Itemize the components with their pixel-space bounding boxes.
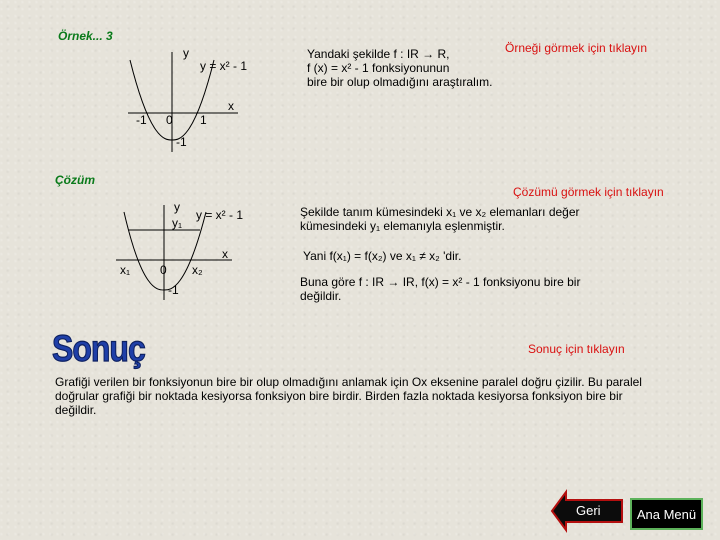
result-text: Grafiği verilen bir fonksiyonun bire bir olup olmadığını anlamak için Ox eksenine paralel doğru çizilir. Bu paralel doğrular grafiği bir noktada kesiyorsa fonksiyon bire birdir. Birden fazla noktada kesiyorsa fonksiyon bire bir değildir. <box>55 375 642 417</box>
solution-line-4: Buna göre f : IR → IR, f(x) = x² - 1 fonksiyonu bire bir <box>300 275 581 289</box>
graph2-x2-label: x₂ <box>192 263 203 277</box>
solution-line-5: değildir. <box>300 289 342 303</box>
solution-click-hint[interactable]: Çözümü görmek için tıklayın <box>513 185 664 199</box>
solution-line-2: kümesindeki y₁ elemanıyla eşlenmiştir. <box>300 219 505 233</box>
solution-yani: Yani f(x₁) = f(x₂) ve x₁ ≠ x₂ 'dir. <box>303 249 462 263</box>
graph1-origin: 0 <box>166 113 173 127</box>
solution-title: Çözüm <box>55 173 95 187</box>
graph2-origin: 0 <box>160 263 167 277</box>
problem-line-1: Yandaki şekilde f : IR → R, <box>307 47 450 61</box>
graph2-y1-label: y₁ <box>172 216 183 230</box>
example-title: Örnek... 3 <box>58 29 113 43</box>
graph2-x1-label: x₁ <box>120 263 131 277</box>
sonuc-logo <box>52 329 146 370</box>
problem-line-2: f (x) = x² - 1 fonksiyonunun <box>307 61 450 75</box>
graph1-tick-neg1: -1 <box>136 113 147 127</box>
graph2-y-label: y <box>174 200 180 214</box>
solution-text <box>300 205 580 233</box>
graph2-x-label: x <box>222 247 228 261</box>
solution-line-1: Şekilde tanım kümesindeki x₁ ve x₂ elemanları değer <box>300 205 580 219</box>
graph2-parabola <box>124 212 206 290</box>
graph1-equation: y = x² - 1 <box>200 59 248 73</box>
problem-line-3: bire bir olup olmadığını araştıralım. <box>307 75 493 89</box>
graph2-y-tick-neg1: -1 <box>168 283 179 297</box>
main-menu-button[interactable]: Ana Menü <box>630 498 703 530</box>
graph1-tick-1: 1 <box>200 113 207 127</box>
graph1-x-label: x <box>228 99 234 113</box>
result-click-hint[interactable]: Sonuç için tıklayın <box>528 342 625 356</box>
graph1-y-tick-neg1: -1 <box>176 135 187 149</box>
graph2-equation: y = x² - 1 <box>196 208 244 222</box>
example-click-hint[interactable]: Örneği görmek için tıklayın <box>505 41 648 55</box>
solution-conclusion <box>300 275 580 303</box>
back-button-label: Geri <box>576 503 601 518</box>
sonuc-logo-text: Sonuç <box>52 329 145 370</box>
back-button[interactable] <box>552 491 624 531</box>
graph1-y-label: y <box>183 46 189 60</box>
problem-text <box>307 47 492 89</box>
